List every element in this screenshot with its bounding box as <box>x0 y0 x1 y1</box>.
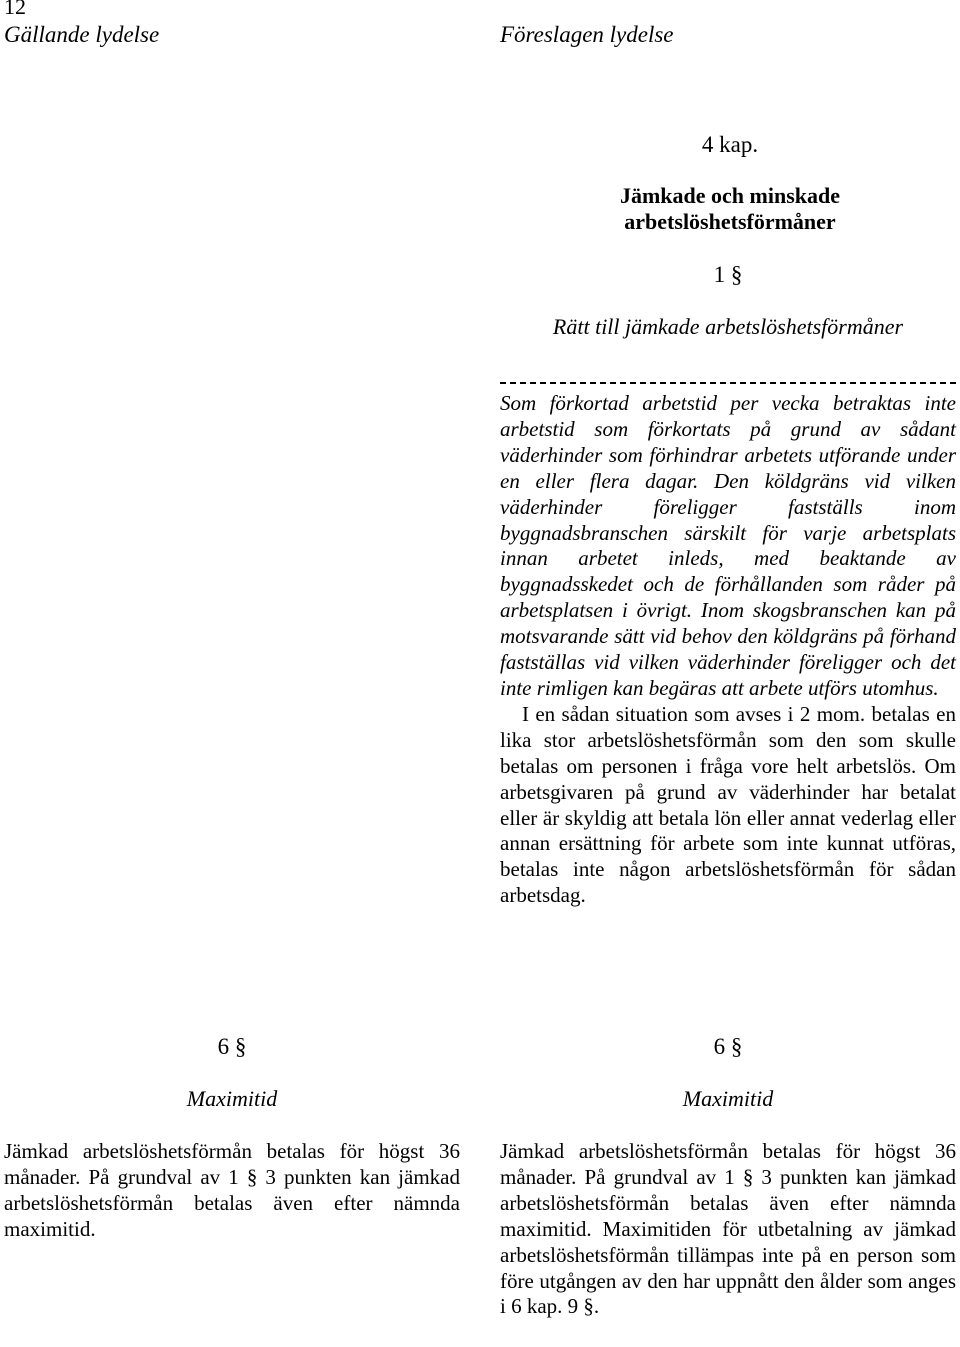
section-1-paragraph-2: Som förkortad arbetstid per vecka betraktas inte arbetstid som förkortats på grund av sådant väderhinder som förhindrar arbetets utförande under en eller flera dagar. Den köldgräns vid vilken väderhinder föreligger fastställs inom byggnadsbranschen särskilt för varje arbetsplats innan arbetet inleds, med beaktande av byggnadsskedet och de förhållanden som råder på arbetsplatsen i övrigt. Inom skogsbranschen kan på motsvarande sätt vid behov den köldgräns på förhand fastställas vid vilken väderhinder föreligger och det inte rimligen kan begäras att arbete utförs utomhus. <box>500 391 956 700</box>
section-1-title: Rätt till jämkade arbetslöshetsförmåner <box>552 314 904 339</box>
section-6-proposed-title: Maximitid <box>682 1086 774 1111</box>
page-number: 12 <box>4 0 26 19</box>
section-6-current-number: 6 § <box>217 1034 247 1059</box>
proposed-wording-heading: Föreslagen lydelse <box>500 22 674 47</box>
chapter-number: 4 kap. <box>701 132 759 157</box>
section-1-paragraph-3: I en sådan situation som avses i 2 mom. betalas en lika stor arbetslöshetsförmån som den som skulle betalas om personen i fråga vore helt arbetslös. Om arbetsgivaren på grund av väderhinder har betalat eller är skyldig att betala lön eller annat vederlag eller annan ersättning för arbete som inte kunnat utföras, betalas inte någon arbetslöshetsförmån för sådan arbetsdag. <box>500 701 956 908</box>
section-6-current-title: Maximitid <box>186 1086 278 1111</box>
section-6-proposed-number: 6 § <box>713 1034 743 1059</box>
section-1-body <box>500 391 956 909</box>
section-1-number: 1 § <box>713 262 743 287</box>
omitted-text-dashes <box>500 382 956 386</box>
section-6-proposed-text: Jämkad arbetslöshetsförmån betalas för högst 36 månader. På grundval av 1 § 3 punkten kan jämkad arbetslöshetsförmån betalas även efter nämnda maximitid. Maximitiden för utbetalning av jämkad arbetslöshetsförmån tillämpas inte på en person som före utgången av den har uppnått den ålder som anges i 6 kap. 9 §. <box>500 1139 956 1319</box>
chapter-title: Jämkade och minskade arbetslöshetsförmåner <box>619 183 841 234</box>
section-6-current-text: Jämkad arbetslöshetsförmån betalas för högst 36 månader. På grundval av 1 § 3 punkten kan jämkad arbetslöshetsförmån betalas även efter nämnda maximitid. <box>4 1139 460 1241</box>
current-wording-heading: Gällande lydelse <box>4 22 160 47</box>
